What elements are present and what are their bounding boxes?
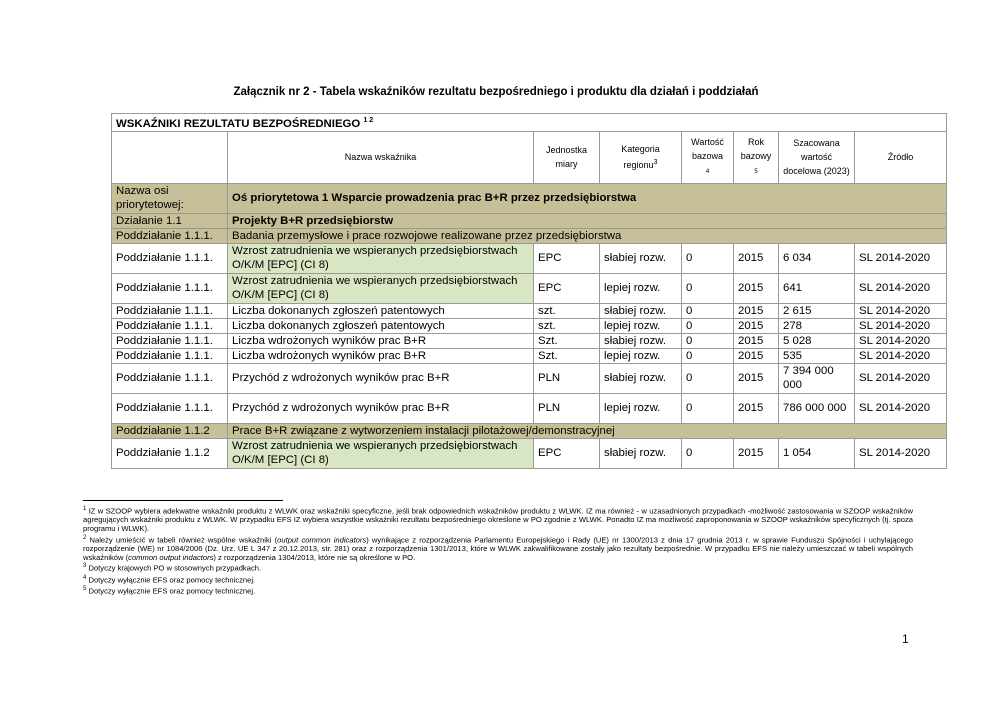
row-category: lepiej rozw. <box>600 393 682 423</box>
row-label: Poddziałanie 1.1.1. <box>112 318 228 333</box>
row-base-year: 2015 <box>734 363 779 393</box>
footnote-2: $^2$ Należy umieścić w tabeli również wspólne wskaźniki (output common indicators) wynikające z rozporządzenia Parlamentu Europejskiego i Rady (UE) nr 1300/2013 z dnia 17 grudnia 2013 r. w sprawie Funduszu Spójności i uchylającego rozporządzenie (WE) nr 1084/2006 (Dz. Urz. UE L 347 z 20.12.2013, str. 281) oraz z rozporządzenia 1301/2013, które w WLWK zakwalifikowane zostały jako rezultaty bezpośrednie. W przypadku EFS nie należy umieszczać w tabeli wspólnych wskaźników (common output indactors) z rozporządzenia 1304/2013, które nie są określone w PO. <box>83 534 913 562</box>
row-base-year: 2015 <box>734 318 779 333</box>
row-label: Poddziałanie 1.1.1. <box>112 303 228 318</box>
row-base-value: 0 <box>682 363 734 393</box>
action-value: Projekty B+R przedsiębiorstw <box>228 213 947 228</box>
header-source: Źródło <box>855 131 947 183</box>
header-category: Kategoria regionu$^3$ <box>600 131 682 183</box>
row-category: słabiej rozw. <box>600 333 682 348</box>
row-base-year: 2015 <box>734 273 779 303</box>
row-category: lepiej rozw. <box>600 348 682 363</box>
header-empty <box>112 131 228 183</box>
row-unit: Szt. <box>534 348 600 363</box>
row-label: Poddziałanie 1.1.1. <box>112 393 228 423</box>
footnote-separator <box>83 500 283 501</box>
row-indicator-name: Liczba wdrożonych wyników prac B+R <box>228 348 534 363</box>
row-base-value: 0 <box>682 273 734 303</box>
header-name: Nazwa wskaźnika <box>228 131 534 183</box>
row-unit: Szt. <box>534 333 600 348</box>
row-base-year: 2015 <box>734 348 779 363</box>
row-indicator-name: Wzrost zatrudnienia we wspieranych przedsiębiorstwach O/K/M [EPC] (CI 8) <box>228 273 534 303</box>
row-indicator-name: Liczba wdrożonych wyników prac B+R <box>228 333 534 348</box>
row-target: 786 000 000 <box>779 393 855 423</box>
table-row <box>112 303 947 318</box>
row-target: 535 <box>779 348 855 363</box>
row-base-value: 0 <box>682 333 734 348</box>
row-target: 6 034 <box>779 243 855 273</box>
table-row <box>112 393 947 423</box>
row-base-year: 2015 <box>734 393 779 423</box>
header-target: Szacowana wartość docelowa (2023) <box>779 131 855 183</box>
row-category: słabiej rozw. <box>600 363 682 393</box>
section-title: WSKAŹNIKI REZULTATU BEZPOŚREDNIEGO <box>116 117 361 130</box>
row-base-year: 2015 <box>734 303 779 318</box>
row-unit: PLN <box>534 363 600 393</box>
row-base-value: 0 <box>682 438 734 468</box>
axis-label: Nazwa osi priorytetowej: <box>112 183 228 213</box>
row-indicator-name: Liczba dokonanych zgłoszeń patentowych <box>228 318 534 333</box>
section-footnote-refs: 1 2 <box>363 117 374 124</box>
row-indicator-name: Wzrost zatrudnienia we wspieranych przedsiębiorstwach O/K/M [EPC] (CI 8) <box>228 438 534 468</box>
row-source: SL 2014-2020 <box>855 363 947 393</box>
row-source: SL 2014-2020 <box>855 303 947 318</box>
table-row <box>112 438 947 468</box>
row-base-year: 2015 <box>734 243 779 273</box>
row-indicator-name: Wzrost zatrudnienia we wspieranych przedsiębiorstwach O/K/M [EPC] (CI 8) <box>228 243 534 273</box>
row-target: 1 054 <box>779 438 855 468</box>
footnote-3: $^3$ Dotyczy krajowych PO w stosownych przypadkach. <box>83 563 262 573</box>
row-label: Poddziałanie 1.1.1. <box>112 243 228 273</box>
row-target: 641 <box>779 273 855 303</box>
indicators-table <box>111 113 947 469</box>
row-base-value: 0 <box>682 303 734 318</box>
row-source: SL 2014-2020 <box>855 243 947 273</box>
row-unit: szt. <box>534 318 600 333</box>
row-target: 7 394 000 000 <box>779 363 855 393</box>
table-row <box>112 333 947 348</box>
row-target: 2 615 <box>779 303 855 318</box>
row-label: Poddziałanie 1.1.1. <box>112 348 228 363</box>
table-row <box>112 363 947 393</box>
footnote-4: $^4$ Dotyczy wyłącznie EFS oraz pomocy technicznej. <box>83 574 256 585</box>
subaction-value: Badania przemysłowe i prace rozwojowe realizowane przez przedsiębiorstwa <box>228 228 947 243</box>
footnotes <box>83 505 913 596</box>
row-source: SL 2014-2020 <box>855 333 947 348</box>
row-base-year: 2015 <box>734 333 779 348</box>
subaction-row <box>112 228 947 243</box>
header-unit: Jednostka miary <box>534 131 600 183</box>
table-row <box>112 318 947 333</box>
row-base-value: 0 <box>682 318 734 333</box>
row-category: słabiej rozw. <box>600 303 682 318</box>
row-base-value: 0 <box>682 348 734 363</box>
row-unit: EPC <box>534 438 600 468</box>
header-row <box>112 131 947 183</box>
row-source: SL 2014-2020 <box>855 348 947 363</box>
section-title-row <box>112 114 947 132</box>
row-indicator-name: Liczba dokonanych zgłoszeń patentowych <box>228 303 534 318</box>
axis-value: Oś priorytetowa 1 Wsparcie prowadzenia prac B+R przez przedsiębiorstwa <box>228 183 947 213</box>
subaction-row <box>112 423 947 438</box>
row-indicator-name: Przychód z wdrożonych wyników prac B+R <box>228 363 534 393</box>
row-source: SL 2014-2020 <box>855 318 947 333</box>
row-label: Poddziałanie 1.1.1. <box>112 273 228 303</box>
subaction-label: Poddziałanie 1.1.1. <box>112 228 228 243</box>
row-label: Poddziałanie 1.1.2 <box>112 438 228 468</box>
row-target: 5 028 <box>779 333 855 348</box>
header-base-year: Rok bazowy 5 <box>734 131 779 183</box>
row-base-value: 0 <box>682 393 734 423</box>
table-row <box>112 348 947 363</box>
subaction-value: Prace B+R związane z wytworzeniem instalacji pilotażowej/demonstracyjnej <box>228 423 947 438</box>
row-unit: EPC <box>534 273 600 303</box>
subaction-label: Poddziałanie 1.1.2 <box>112 423 228 438</box>
document-title: Załącznik nr 2 - Tabela wskaźników rezultatu bezpośredniego i produktu dla działań i poddziałań <box>233 86 759 98</box>
row-unit: PLN <box>534 393 600 423</box>
row-indicator-name: Przychód z wdrożonych wyników prac B+R <box>228 393 534 423</box>
row-source: SL 2014-2020 <box>855 273 947 303</box>
footnote-5: $^5$ Dotyczy wyłącznie EFS oraz pomocy technicznej. <box>83 585 256 596</box>
row-source: SL 2014-2020 <box>855 393 947 423</box>
row-source: SL 2014-2020 <box>855 438 947 468</box>
header-base-value: Wartość bazowa 4 <box>682 131 734 183</box>
action-row <box>112 213 947 228</box>
page-number: 1 <box>902 632 909 646</box>
footnote-1: $^1$ IZ w SZOOP wybiera adekwatne wskaźniki produktu z WLWK oraz wskaźniki specyficzne, jeśli brak odpowiednich wskaźników produktu z WLWK. IZ ma również - w uzasadnionych przypadkach -możliwość zastosowania w SZOOP wskaźników agregujących wskaźniki produktu z WLWK. W przypadku EFS IZ wybiera wszystkie wskaźniki rezultatu bezpośredniego określone w PO zgodnie z WLWK. Ponadto IZ ma możliwość zaproponowania w SZOOP wskaźników specyficznych (tj. spoza programu i WLWK). <box>83 506 913 533</box>
row-unit: EPC <box>534 243 600 273</box>
row-unit: szt. <box>534 303 600 318</box>
row-base-value: 0 <box>682 243 734 273</box>
row-category: słabiej rozw. <box>600 243 682 273</box>
row-target: 278 <box>779 318 855 333</box>
row-label: Poddziałanie 1.1.1. <box>112 363 228 393</box>
row-label: Poddziałanie 1.1.1. <box>112 333 228 348</box>
row-base-year: 2015 <box>734 438 779 468</box>
table-row <box>112 273 947 303</box>
row-category: słabiej rozw. <box>600 438 682 468</box>
action-label: Działanie 1.1 <box>112 213 228 228</box>
table-row <box>112 243 947 273</box>
row-category: lepiej rozw. <box>600 318 682 333</box>
axis-row <box>112 183 947 213</box>
row-category: lepiej rozw. <box>600 273 682 303</box>
